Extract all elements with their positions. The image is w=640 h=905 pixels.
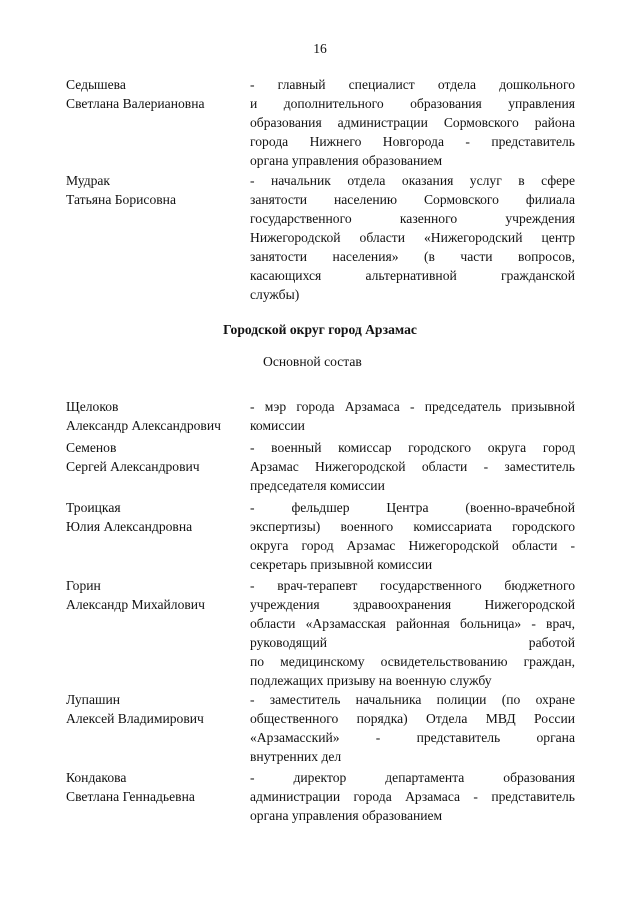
member-role (250, 438, 575, 495)
member-surname: Лупашин (66, 692, 121, 707)
section-title: Городской округ город Арзамас (223, 322, 417, 337)
role-line: касающихся альтернативной гражданской (250, 268, 575, 283)
member-name (66, 768, 248, 806)
section-subtitle: Основной состав (263, 354, 362, 369)
role-line: подлежащих призыву на военную службу (250, 673, 492, 688)
member-surname: Кондакова (66, 770, 127, 785)
role-line: - мэр города Арзамаса - председатель призывной (250, 399, 575, 414)
role-line: общественного порядка) Отдела МВД России (250, 711, 575, 726)
member-role (250, 690, 575, 766)
member-surname: Мудрак (66, 173, 111, 188)
role-line: государственного казенного учреждения (250, 211, 575, 226)
member-given-name: Юлия Александровна (66, 519, 193, 534)
role-line: образования администрации Сормовского района (250, 115, 575, 130)
role-line: - директор департамента образования (250, 770, 575, 785)
member-given-name: Светлана Геннадьевна (66, 789, 195, 804)
member-name (66, 171, 248, 209)
member-given-name: Алексей Владимирович (66, 711, 204, 726)
member-name (66, 75, 248, 113)
role-line: - фельдшер Центра (военно-врачебной (250, 500, 575, 515)
role-line: - заместитель начальника полиции (по охране (250, 692, 575, 707)
role-line: комиссии (250, 418, 305, 433)
member-surname: Седышева (66, 77, 126, 92)
role-line: округа город Арзамас Нижегородской области - (250, 538, 575, 553)
member-name (66, 438, 248, 476)
role-line: внутренних дел (250, 749, 342, 764)
role-line: города Нижнего Новгорода - представитель (250, 134, 575, 149)
role-line: руководящий работой (250, 635, 575, 650)
role-line: органа управления образованием (250, 808, 443, 823)
member-surname: Горин (66, 578, 101, 593)
role-line: - военный комиссар городского округа город (250, 440, 575, 455)
role-line: области «Арзамасская районная больница» - врач, (250, 616, 575, 631)
role-line: занятости населению Сормовского филиала (250, 192, 575, 207)
member-given-name: Александр Михайлович (66, 597, 205, 612)
role-line: органа управления образованием (250, 153, 443, 168)
role-line: учреждения здравоохранения Нижегородской (250, 597, 575, 612)
member-name (66, 498, 248, 536)
role-line: службы) (250, 287, 300, 302)
role-line: занятости населения» (в части вопросов, (250, 249, 575, 264)
member-given-name: Сергей Александрович (66, 459, 200, 474)
role-line: и дополнительного образования управления (250, 96, 575, 111)
member-name (66, 397, 248, 435)
role-line: - начальник отдела оказания услуг в сфере (250, 173, 575, 188)
member-name (66, 690, 248, 728)
member-role (250, 171, 575, 304)
member-given-name: Татьяна Борисовна (66, 192, 176, 207)
role-line: - врач-терапевт государственного бюджетного (250, 578, 575, 593)
member-given-name: Александр Александрович (66, 418, 221, 433)
role-line: по медицинскому освидетельствованию граждан, (250, 654, 575, 669)
role-line: Арзамас Нижегородской области - заместитель (250, 459, 575, 474)
member-surname: Щелоков (66, 399, 119, 414)
member-surname: Троицкая (66, 500, 121, 515)
role-line: администрации города Арзамаса - представитель (250, 789, 575, 804)
role-line: экспертизы) военного комиссариата городского (250, 519, 575, 534)
member-role (250, 397, 575, 435)
role-line: секретарь призывной комиссии (250, 557, 433, 572)
role-line: Нижегородской области «Нижегородский центр (250, 230, 575, 245)
member-given-name: Светлана Валериановна (66, 96, 205, 111)
member-name (66, 576, 248, 614)
member-role (250, 768, 575, 825)
member-role (250, 576, 575, 690)
member-role (250, 75, 575, 170)
role-line: «Арзамасский» - представитель органа (250, 730, 575, 745)
role-line: - главный специалист отдела дошкольного (250, 77, 575, 92)
page-number: 16 (313, 41, 327, 56)
member-role (250, 498, 575, 574)
role-line: председателя комиссии (250, 478, 385, 493)
member-surname: Семенов (66, 440, 117, 455)
